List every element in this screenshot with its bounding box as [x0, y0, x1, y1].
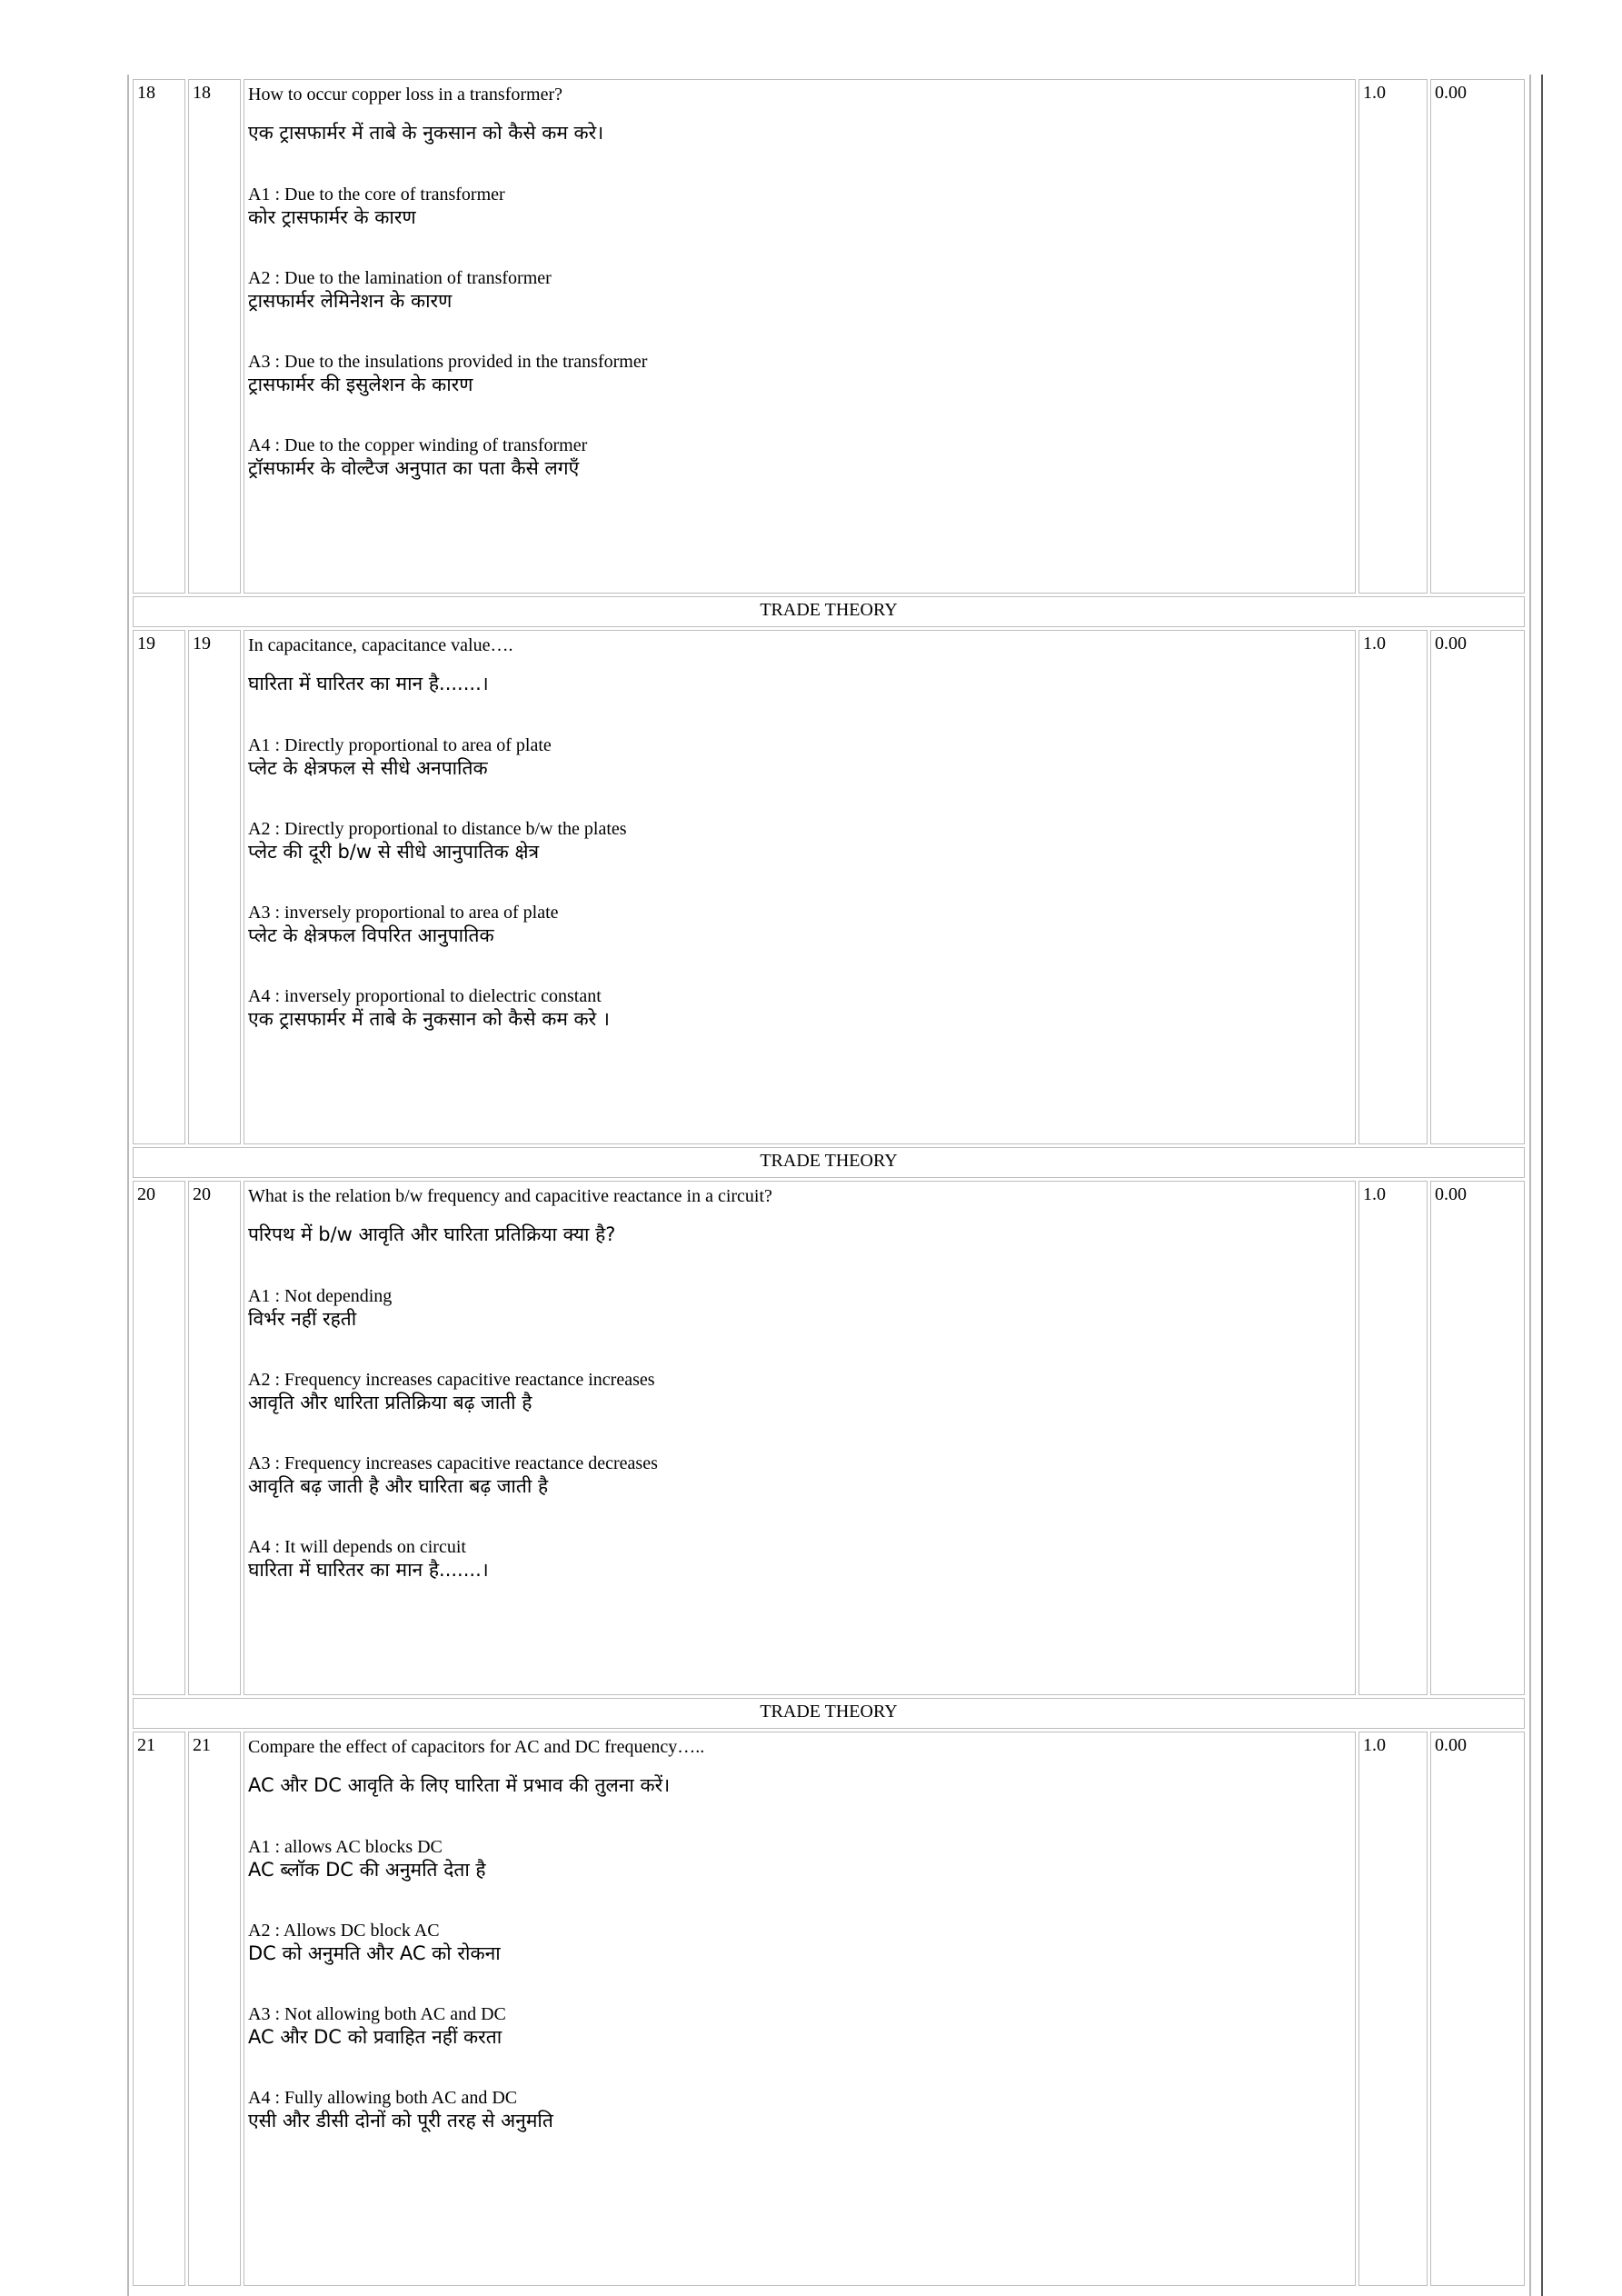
option-a1 [248, 1836, 1351, 1882]
option-text-en: A2 : Allows DC block AC [248, 1921, 440, 1941]
question-text-en: Compare the effect of capacitors for AC and DC frequency….. [248, 1737, 705, 1757]
question-text-hi: घारिता में घारितर का मान है.......। [248, 673, 489, 694]
option-a3 [248, 1452, 1351, 1498]
option-text-hi: ट्रॉसफार्मर के वोल्टैज अनुपात का पता कैसे लगएँ [248, 457, 580, 479]
option-text-hi: एक ट्रासफार्मर में ताबे के नुकसान को कैसे कम करे । [248, 1008, 610, 1030]
option-a2 [248, 1369, 1351, 1414]
option-a3 [248, 351, 1351, 396]
question-row-19 [133, 630, 1525, 1144]
option-a1 [248, 734, 1351, 780]
option-text-hi: ट्रासफार्मर की इसुलेशन के कारण [248, 374, 473, 395]
question-text-hi: परिपथ में b/w आवृति और घारिता प्रतिक्रिया क्या है? [248, 1223, 616, 1245]
option-text-en: A1 : Not depending [248, 1286, 393, 1306]
option-a2 [248, 1920, 1351, 1965]
option-text-hi: प्लेट की दूरी b/w से सीधे आनुपातिक क्षेत्र [248, 841, 540, 863]
question-marks: 1.0 [1358, 630, 1428, 1144]
question-number: 18 [188, 79, 241, 594]
section-row [133, 596, 1525, 627]
option-a2 [248, 818, 1351, 863]
page-border-right [1529, 75, 1531, 2296]
option-text-hi: AC और DC को प्रवाहित नहीं करता [248, 2026, 503, 2048]
question-marks: 1.0 [1358, 1181, 1428, 1695]
page-border-left [127, 75, 129, 2296]
question-score: 0.00 [1430, 1732, 1525, 2286]
option-text-en: A1 : allows AC blocks DC [248, 1837, 443, 1857]
option-a4 [248, 1536, 1351, 1582]
question-text-en: What is the relation b/w frequency and capacitive reactance in a circuit? [248, 1186, 772, 1206]
question-score: 0.00 [1430, 630, 1525, 1144]
question-row-20 [133, 1181, 1525, 1695]
option-text-hi: एसी और डीसी दोनों को पूरी तरह से अनुमति [248, 2110, 553, 2131]
question-serial: 19 [133, 630, 185, 1144]
option-a4 [248, 2087, 1351, 2132]
question-marks: 1.0 [1358, 79, 1428, 594]
option-a1 [248, 184, 1351, 229]
option-text-hi: DC को अनुमति और AC को रोकना [248, 1942, 501, 1964]
option-text-hi: प्लेट के क्षेत्रफल से सीधे अनपातिक [248, 757, 488, 779]
section-label: TRADE THEORY [133, 1698, 1525, 1729]
option-text-en: A2 : Directly proportional to distance b/w the plates [248, 819, 627, 839]
question-content [244, 79, 1356, 594]
question-content [244, 1181, 1356, 1695]
option-text-hi: आवृति और धारिता प्रतिक्रिया बढ़ जाती है [248, 1392, 532, 1413]
option-text-en: A4 : inversely proportional to dielectric constant [248, 986, 602, 1006]
option-text-hi: कोर ट्रासफार्मर के कारण [248, 206, 416, 228]
question-content [244, 1732, 1356, 2286]
option-a1 [248, 1285, 1351, 1331]
question-text-en: In capacitance, capacitance value…. [248, 635, 513, 655]
question-row-21 [133, 1732, 1525, 2286]
question-table [130, 76, 1527, 2289]
option-a3 [248, 902, 1351, 947]
option-text-en: A2 : Due to the lamination of transformer [248, 268, 552, 288]
question-number: 19 [188, 630, 241, 1144]
option-text-hi: प्लेट के क्षेत्रफल विपरित आनुपातिक [248, 924, 494, 946]
option-text-en: A4 : Fully allowing both AC and DC [248, 2088, 518, 2108]
question-text-hi: AC और DC आवृति के लिए घारिता में प्रभाव की तुलना करें। [248, 1774, 671, 1796]
question-score: 0.00 [1430, 79, 1525, 594]
option-text-en: A3 : Frequency increases capacitive reactance decreases [248, 1453, 658, 1473]
option-text-en: A3 : inversely proportional to area of plate [248, 903, 559, 923]
page-border-right-dark [1541, 75, 1543, 2296]
option-text-hi: विर्भर नहीं रहती [248, 1308, 357, 1330]
option-a3 [248, 2003, 1351, 2049]
section-label: TRADE THEORY [133, 596, 1525, 627]
section-row [133, 1698, 1525, 1729]
option-text-hi: घारिता में घारितर का मान है.......। [248, 1559, 489, 1581]
question-content [244, 630, 1356, 1144]
question-row-18 [133, 79, 1525, 594]
question-number: 21 [188, 1732, 241, 2286]
question-serial: 20 [133, 1181, 185, 1695]
option-text-en: A4 : Due to the copper winding of transformer [248, 435, 588, 455]
option-a4 [248, 985, 1351, 1031]
option-a4 [248, 434, 1351, 480]
question-number: 20 [188, 1181, 241, 1695]
section-row [133, 1147, 1525, 1178]
option-text-en: A1 : Due to the core of transformer [248, 185, 505, 205]
option-text-hi: ट्रासफार्मर लेमिनेशन के कारण [248, 290, 453, 312]
section-label: TRADE THEORY [133, 1147, 1525, 1178]
option-text-en: A2 : Frequency increases capacitive reactance increases [248, 1370, 655, 1390]
option-text-en: A3 : Due to the insulations provided in the transformer [248, 352, 648, 372]
question-score: 0.00 [1430, 1181, 1525, 1695]
option-text-en: A4 : It will depends on circuit [248, 1537, 466, 1557]
option-text-hi: AC ब्लॉक DC की अनुमति देता है [248, 1859, 486, 1881]
option-text-en: A1 : Directly proportional to area of plate [248, 735, 552, 755]
question-text-en: How to occur copper loss in a transformer? [248, 85, 562, 105]
option-text-hi: आवृति बढ़ जाती है और घारिता बढ़ जाती है [248, 1475, 549, 1497]
question-serial: 18 [133, 79, 185, 594]
question-serial: 21 [133, 1732, 185, 2286]
question-text-hi: एक ट्रासफार्मर में ताबे के नुकसान को कैसे कम करे। [248, 122, 604, 144]
question-marks: 1.0 [1358, 1732, 1428, 2286]
option-text-en: A3 : Not allowing both AC and DC [248, 2004, 506, 2024]
option-a2 [248, 267, 1351, 313]
